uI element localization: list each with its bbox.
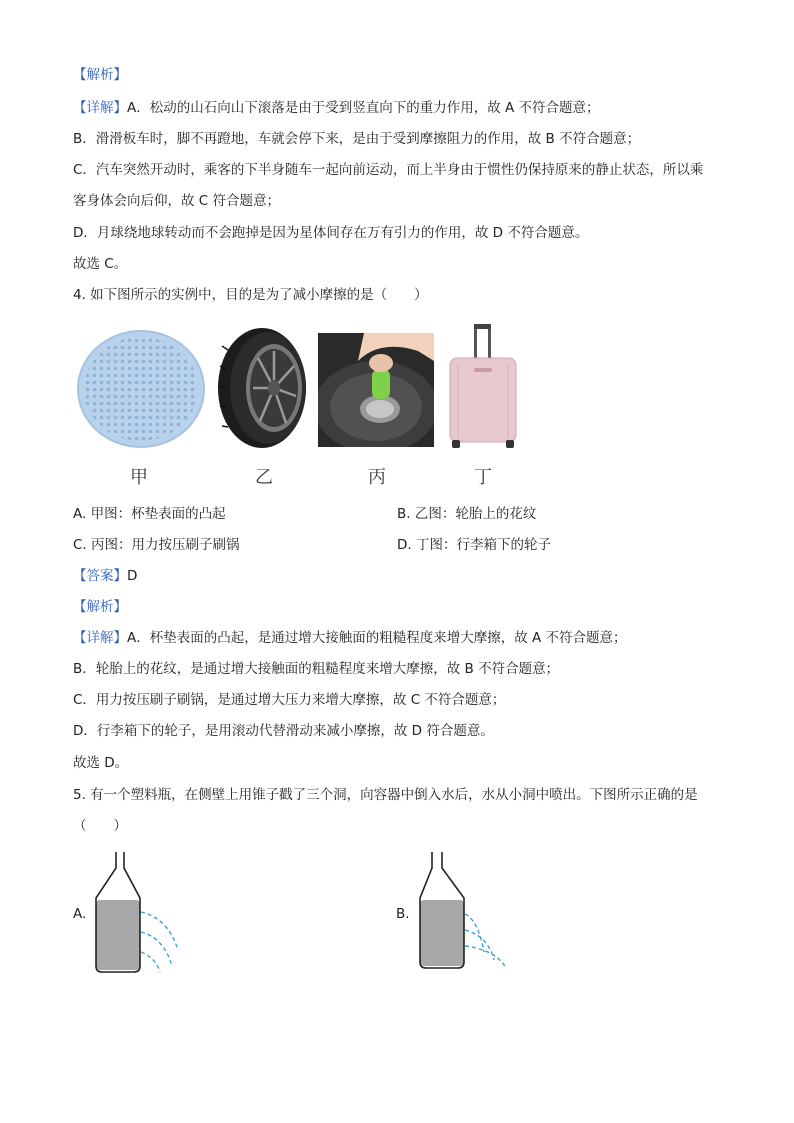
- caption-yi: 乙: [255, 467, 273, 488]
- suitcase-image: [444, 322, 522, 450]
- analysis-tag: 【解析】: [73, 67, 127, 83]
- q5-question: 5. 有一个塑料瓶，在侧壁上用锥子戳了三个洞，向容器中倒入水后，水从小洞中喷出。下图所示正确的是: [73, 787, 698, 803]
- pan-scrub-image: [318, 333, 434, 447]
- q4-detail-line-a: [73, 629, 627, 647]
- bottle-diagram-b: [412, 850, 516, 978]
- q5-label-a[interactable]: A.: [73, 906, 87, 922]
- analysis-heading-2: [73, 598, 127, 616]
- choose-line: 故选 C。: [73, 256, 128, 272]
- option-d[interactable]: D. 丁图：行李箱下的轮子: [397, 537, 551, 553]
- q5-label-b[interactable]: B.: [396, 906, 410, 922]
- bottle-diagram-a: [88, 850, 192, 978]
- coaster-image: [77, 330, 205, 448]
- detail-tag: 【详解】: [73, 100, 127, 116]
- detail-text: A．杯垫表面的凸起，是通过增大接触面的粗糙程度来增大摩擦，故 A 不符合题意；: [127, 630, 627, 646]
- option-a[interactable]: A. 甲图：杯垫表面的凸起: [73, 506, 226, 522]
- detail-line-c2: 客身体会向后仰，故 C 符合题意；: [73, 193, 281, 209]
- option-b[interactable]: B. 乙图：轮胎上的花纹: [397, 506, 537, 522]
- detail-line-c1: C．汽车突然开动时，乘客的下半身随车一起向前运动，而上半身由于惯性仍保持原来的静止状态，所以乘: [73, 162, 704, 178]
- q4-detail-line-b: B．轮胎上的花纹，是通过增大接触面的粗糙程度来增大摩擦，故 B 不符合题意；: [73, 661, 560, 677]
- detail-text: A．松动的山石向山下滚落是由于受到竖直向下的重力作用，故 A 不符合题意；: [127, 100, 600, 116]
- detail-line-b: B．滑滑板车时，脚不再蹬地，车就会停下来，是由于受到摩擦阻力的作用，故 B 不符合题意；: [73, 131, 641, 147]
- caption-bing: 丙: [368, 467, 386, 488]
- answer-tag: 【答案】: [73, 568, 127, 584]
- analysis-tag: 【解析】: [73, 599, 127, 615]
- option-c[interactable]: C. 丙图：用力按压刷子刷锅: [73, 537, 240, 553]
- answer-line: [73, 567, 137, 585]
- analysis-heading: [73, 66, 127, 84]
- detail-line-a: [73, 99, 600, 117]
- q4-detail-line-c: C．用力按压刷子刷锅，是通过增大压力来增大摩擦，故 C 不符合题意；: [73, 692, 506, 708]
- detail-tag: 【详解】: [73, 630, 127, 646]
- detail-line-d: D．月球绕地球转动而不会跑掉是因为星体间存在万有引力的作用，故 D 不符合题意。: [73, 225, 589, 241]
- q5-paren: （ ）: [73, 818, 127, 834]
- q4-question: 4. 如下图所示的实例中，目的是为了减小摩擦的是（ ）: [73, 287, 428, 303]
- answer-value: D: [127, 568, 138, 584]
- q4-detail-line-d: D．行李箱下的轮子，是用滚动代替滑动来减小摩擦，故 D 符合题意。: [73, 723, 494, 739]
- caption-ding: 丁: [474, 467, 492, 488]
- caption-jia: 甲: [130, 467, 148, 488]
- q4-choose-line: 故选 D。: [73, 755, 129, 771]
- tire-image: [216, 326, 312, 450]
